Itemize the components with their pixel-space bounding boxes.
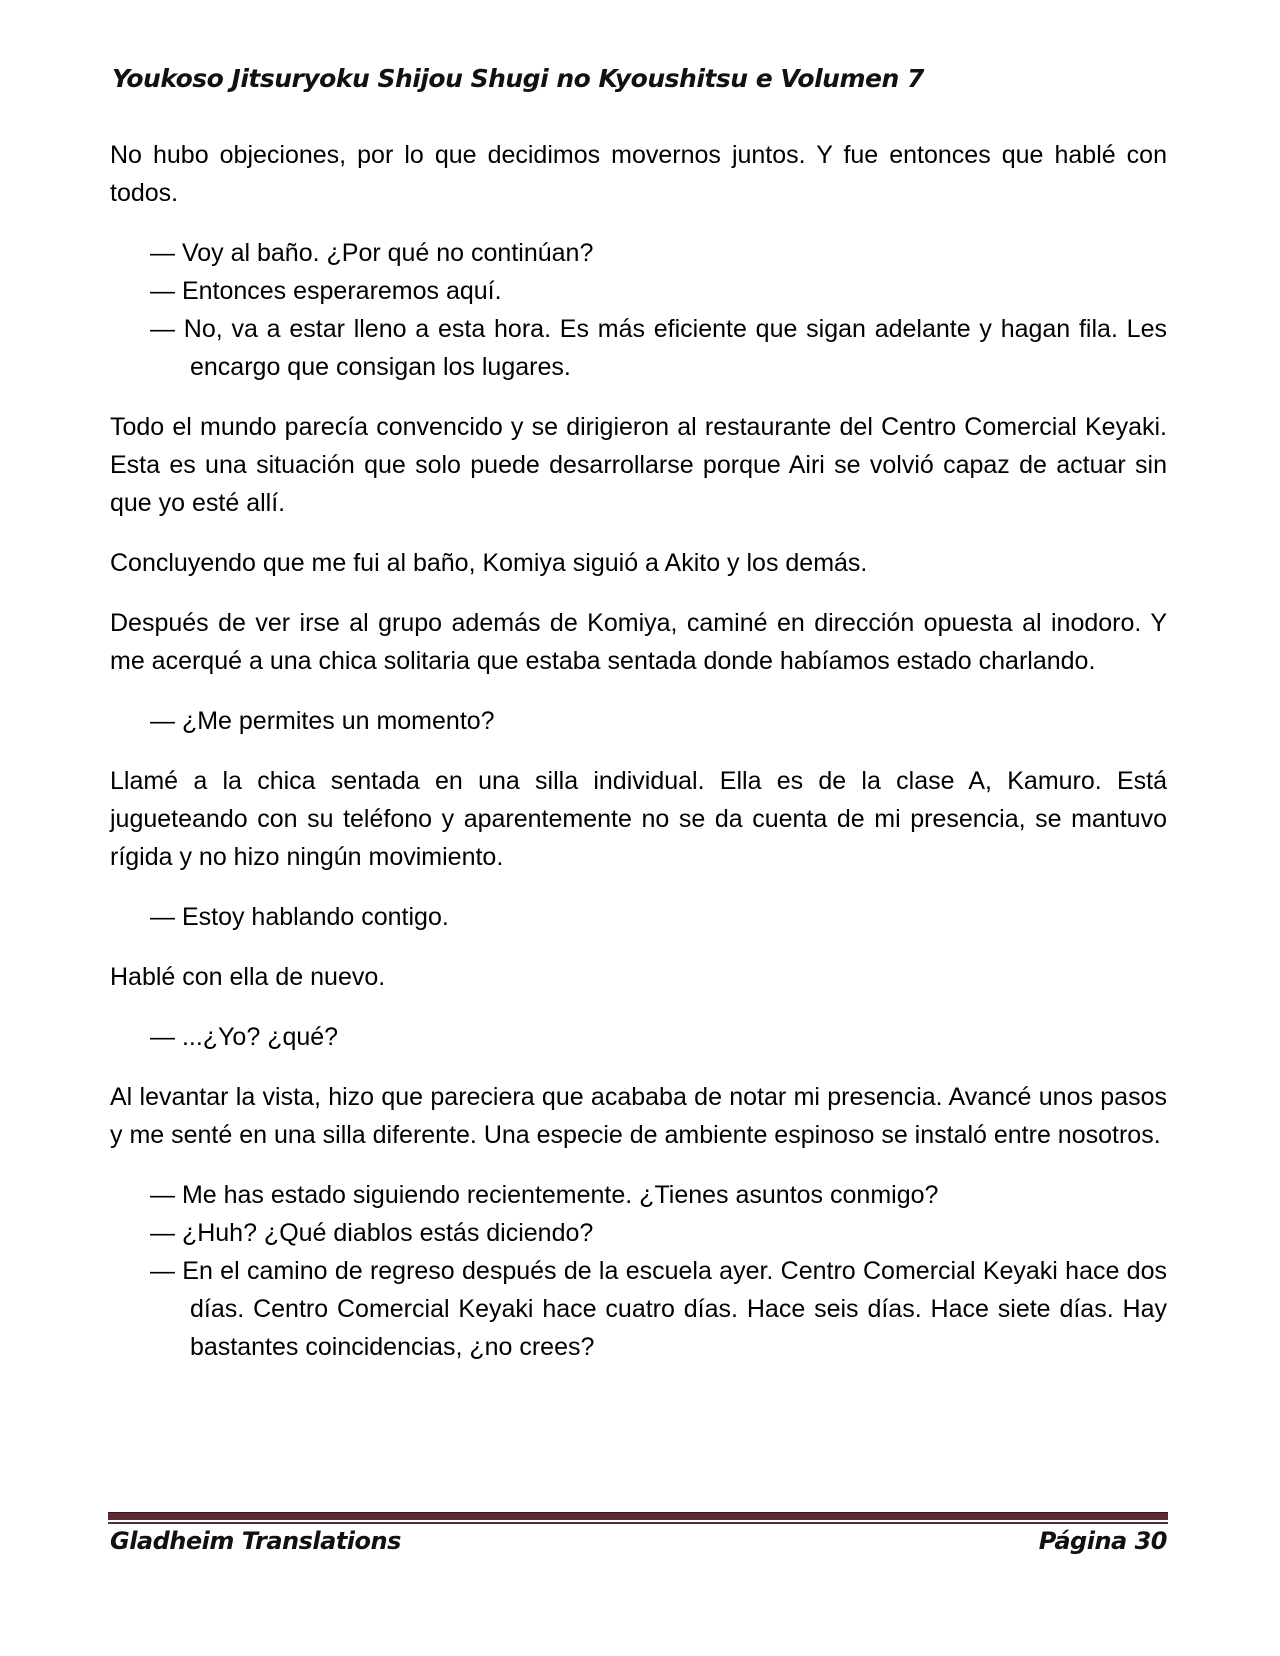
footer-rule (108, 1512, 1168, 1524)
paragraph: Llamé a la chica sentada en una silla individual. Ella es de la clase A, Kamuro. Está jugueteando con su teléfono y aparentemente no se da cuenta de mi presencia, se mantuvo rígida y no hizo ningún movimiento. (110, 767, 1167, 871)
paragraph: Concluyendo que me fui al baño, Komiya siguió a Akito y los demás. (110, 549, 868, 577)
dialogue-line: — Voy al baño. ¿Por qué no continúan? (150, 239, 594, 267)
running-title: Youkoso Jitsuryoku Shijou Shugi no Kyoushitsu e Volumen 7 (112, 64, 924, 93)
dialogue-line: — En el camino de regreso después de la escuela ayer. Centro Comercial Keyaki hace dos días. Centro Comercial Keyaki hace cuatro días. Hace seis días. Hace siete días. Hay bastantes coincidencias, ¿no crees? (150, 1257, 1167, 1361)
dialogue-line: — ¿Huh? ¿Qué diablos estás diciendo? (150, 1219, 594, 1247)
page-header (112, 64, 924, 93)
dialogue-line: — ...¿Yo? ¿qué? (150, 1023, 339, 1051)
footer-page-number: Página 30 (1038, 1527, 1167, 1555)
paragraph: Hablé con ella de nuevo. (110, 963, 386, 991)
paragraph: Después de ver irse al grupo además de Komiya, caminé en dirección opuesta al inodoro. Y me acerqué a una chica solitaria que estaba sentada donde habíamos estado charlando. (110, 609, 1167, 675)
footer-rule-thick-bar (108, 1512, 1168, 1520)
dialogue-line: — Estoy hablando contigo. (150, 903, 449, 931)
dialogue-line: — No, va a estar lleno a esta hora. Es más eficiente que sigan adelante y hagan fila. Les encargo que consigan los lugares. (150, 315, 1167, 381)
footer-rule-thin-bar (108, 1522, 1168, 1524)
dialogue-block (110, 1176, 1167, 1366)
dialogue-line: — ¿Me permites un momento? (150, 707, 495, 735)
dialogue-block (110, 898, 1167, 936)
dialogue-block (110, 702, 1167, 740)
paragraph: Al levantar la vista, hizo que pareciera que acababa de notar mi presencia. Avancé unos pasos y me senté en una silla diferente. Una especie de ambiente espinoso se instaló entre nosotros. (110, 1083, 1167, 1149)
paragraph: No hubo objeciones, por lo que decidimos movernos juntos. Y fue entonces que hablé con todos. (110, 141, 1167, 207)
page-footer (110, 1527, 1167, 1555)
dialogue-line: — Entonces esperaremos aquí. (150, 277, 502, 305)
dialogue-block (110, 234, 1167, 386)
footer-translator-credit: Gladheim Translations (110, 1527, 401, 1555)
dialogue-line: — Me has estado siguiendo recientemente. ¿Tienes asuntos conmigo? (150, 1181, 939, 1209)
dialogue-block (110, 1018, 1167, 1056)
document-body (110, 136, 1167, 1388)
paragraph: Todo el mundo parecía convencido y se dirigieron al restaurante del Centro Comercial Keyaki. Esta es una situación que solo puede desarrollarse porque Airi se volvió capaz de actuar sin que yo esté allí. (110, 413, 1167, 517)
